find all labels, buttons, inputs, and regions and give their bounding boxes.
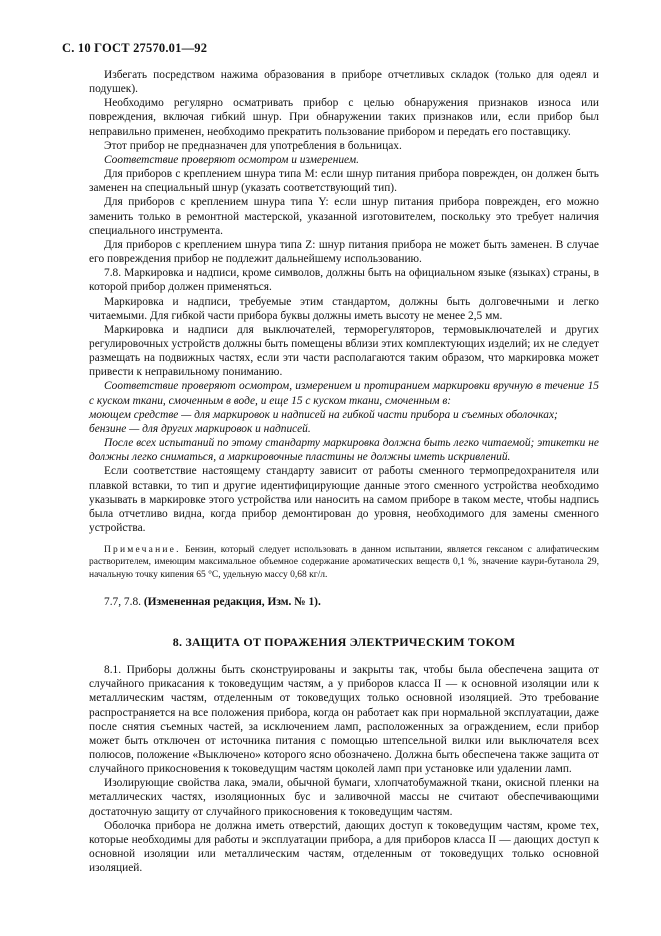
paragraph: Этот прибор не предназначен для употребления в больницах.: [104, 139, 402, 152]
paragraph: Соответствие проверяют осмотром, измерением и протиранием маркировки вручную в течение 15 с куском ткани, смоченным в воде, и еще 15 с куском ткани, смоченным в:: [89, 380, 599, 407]
paragraph: Избегать посредством нажима образования в приборе отчетливых складок (только для одеял и подушек).: [89, 69, 599, 96]
paragraph: 8.1. Приборы должны быть сконструированы и закрыты так, чтобы была обеспечена защита от случайного прикасания к токоведущим частям, а у приборов класса II — к основной изоляции или к металлическим частям, отделенным от токоведущих только основной изоляцией. Это требование распространяется на все положения прибора, когда он работает как при нормальной эксплуатации, даже после снятия съемных частей, за исключением ламп, расположенных за ограждением, если прибор может быть отключен от источника питания с помощью штепсельной вилки или выключателя всех полюсов, положение «Выключено» которого ясно обозначено. Должна быть обеспечена также защита от случайного прикосновения к токоведущим частям цоколей ламп при установке или удалении ламп.: [89, 664, 599, 776]
paragraph: Если соответствие настоящему стандарту зависит от работы сменного термопредохранителя или плавкой вставки, то тип и другие идентифицирующие данные этого сменного устройства необходимо указывать в маркировке этого устройства или наносить на самом приборе в таком месте, чтобы надпись была отчетливо видна, когда прибор демонтирован до уровня, необходимого для замены сменного устройства.: [89, 465, 599, 534]
paragraph: бензине — для других маркировок и надписей.: [89, 422, 311, 435]
note: [89, 544, 599, 581]
top-paragraphs: [89, 68, 599, 535]
paragraph: Маркировка и надписи, требуемые этим стандартом, должны быть долговечными и легко читаемыми. Для гибкой части прибора буквы должны иметь высоту не менее 2,5 мм.: [89, 295, 599, 322]
paragraph: Для приборов с креплением шнура типа Z: шнур питания прибора не может быть заменен. В случае его повреждения прибор не подлежит дальнейшему использованию.: [89, 238, 599, 266]
bottom-paragraphs: [89, 663, 599, 875]
paragraph: После всех испытаний по этому стандарту маркировка должна быть легко читаемой; этикетки не должны легко сниматься, а маркировочные пластины не должны иметь искривлений.: [89, 437, 599, 464]
paragraph: моющем средстве — для маркировок и надписей на гибкой части прибора и съемных оболочках;: [89, 408, 558, 421]
paragraph: Для приборов с креплением шнура типа Y: если шнур питания прибора поврежден, его можно заменить только в ремонтной мастерской, указанной изготовителем, поскольку это требует наличия специального инструмента.: [89, 196, 599, 237]
paragraph: Для приборов с креплением шнура типа М: если шнур питания прибора поврежден, он должен быть заменен на специальный шнур (указать соответствующий тип).: [89, 168, 599, 195]
amendment-prefix: 7.7, 7.8.: [104, 595, 144, 608]
section-title: 8. ЗАЩИТА ОТ ПОРАЖЕНИЯ ЭЛЕКТРИЧЕСКИМ ТОКОМ: [172, 634, 516, 649]
paragraph: Изолирующие свойства лака, эмали, обычной бумаги, хлопчатобумажной ткани, окисной пленки на металлических частях, изоляционных бус и заливочной массы не считают обеспечивающими достаточную защиту от случайного прикосновения к токоведущим частям.: [89, 777, 599, 818]
page-content: [89, 68, 599, 875]
amendment-reference: [89, 595, 599, 609]
paragraph: 7.8. Маркировка и надписи, кроме символов, должны быть на официальном языке (языках) страны, в которой прибор должен применяться.: [89, 267, 599, 294]
paragraph: Необходимо регулярно осматривать прибор с целью обнаружения признаков износа или повреждения, включая гибкий шнур. При обнаружении таких признаков или, если прибор был неправильно применен, необходимо прекратить пользование прибором и передать его поставщику.: [89, 97, 599, 138]
paragraph: Соответствие проверяют осмотром и измерением.: [104, 153, 359, 166]
amendment-label: (Измененная редакция, Изм. № 1).: [143, 595, 321, 608]
paragraph: Маркировка и надписи для выключателей, терморегуляторов, термовыключателей и других регулировочных устройств должны быть помещены вблизи этих комплектующих изделий; их не следует размещать на подвижных частях, если эти части располагаются таким образом, что маркировка может привести к неправильному пониманию.: [89, 323, 599, 379]
paragraph: Оболочка прибора не должна иметь отверстий, дающих доступ к токоведущим частям, кроме тех, которые необходимы для работы и эксплуатации прибора, а для приборов класса II — дающих доступ к основной изоляции или металлическим частям, отделенным от токоведущих только основной изоляцией.: [89, 819, 599, 875]
note-text: Бензин, который следует использовать в данном испытании, является гексаном с алифатическим растворителем, имеющим максимальное объемное содержание ароматических веществ 0,1 %, значение каури-бутанола 29, начальную точку кипения 65 °С, удельную массу 0,68 кг/л.: [89, 545, 599, 580]
note-label: Примечание.: [104, 545, 181, 556]
page-header: С. 10 ГОСТ 27570.01—92: [62, 41, 208, 55]
